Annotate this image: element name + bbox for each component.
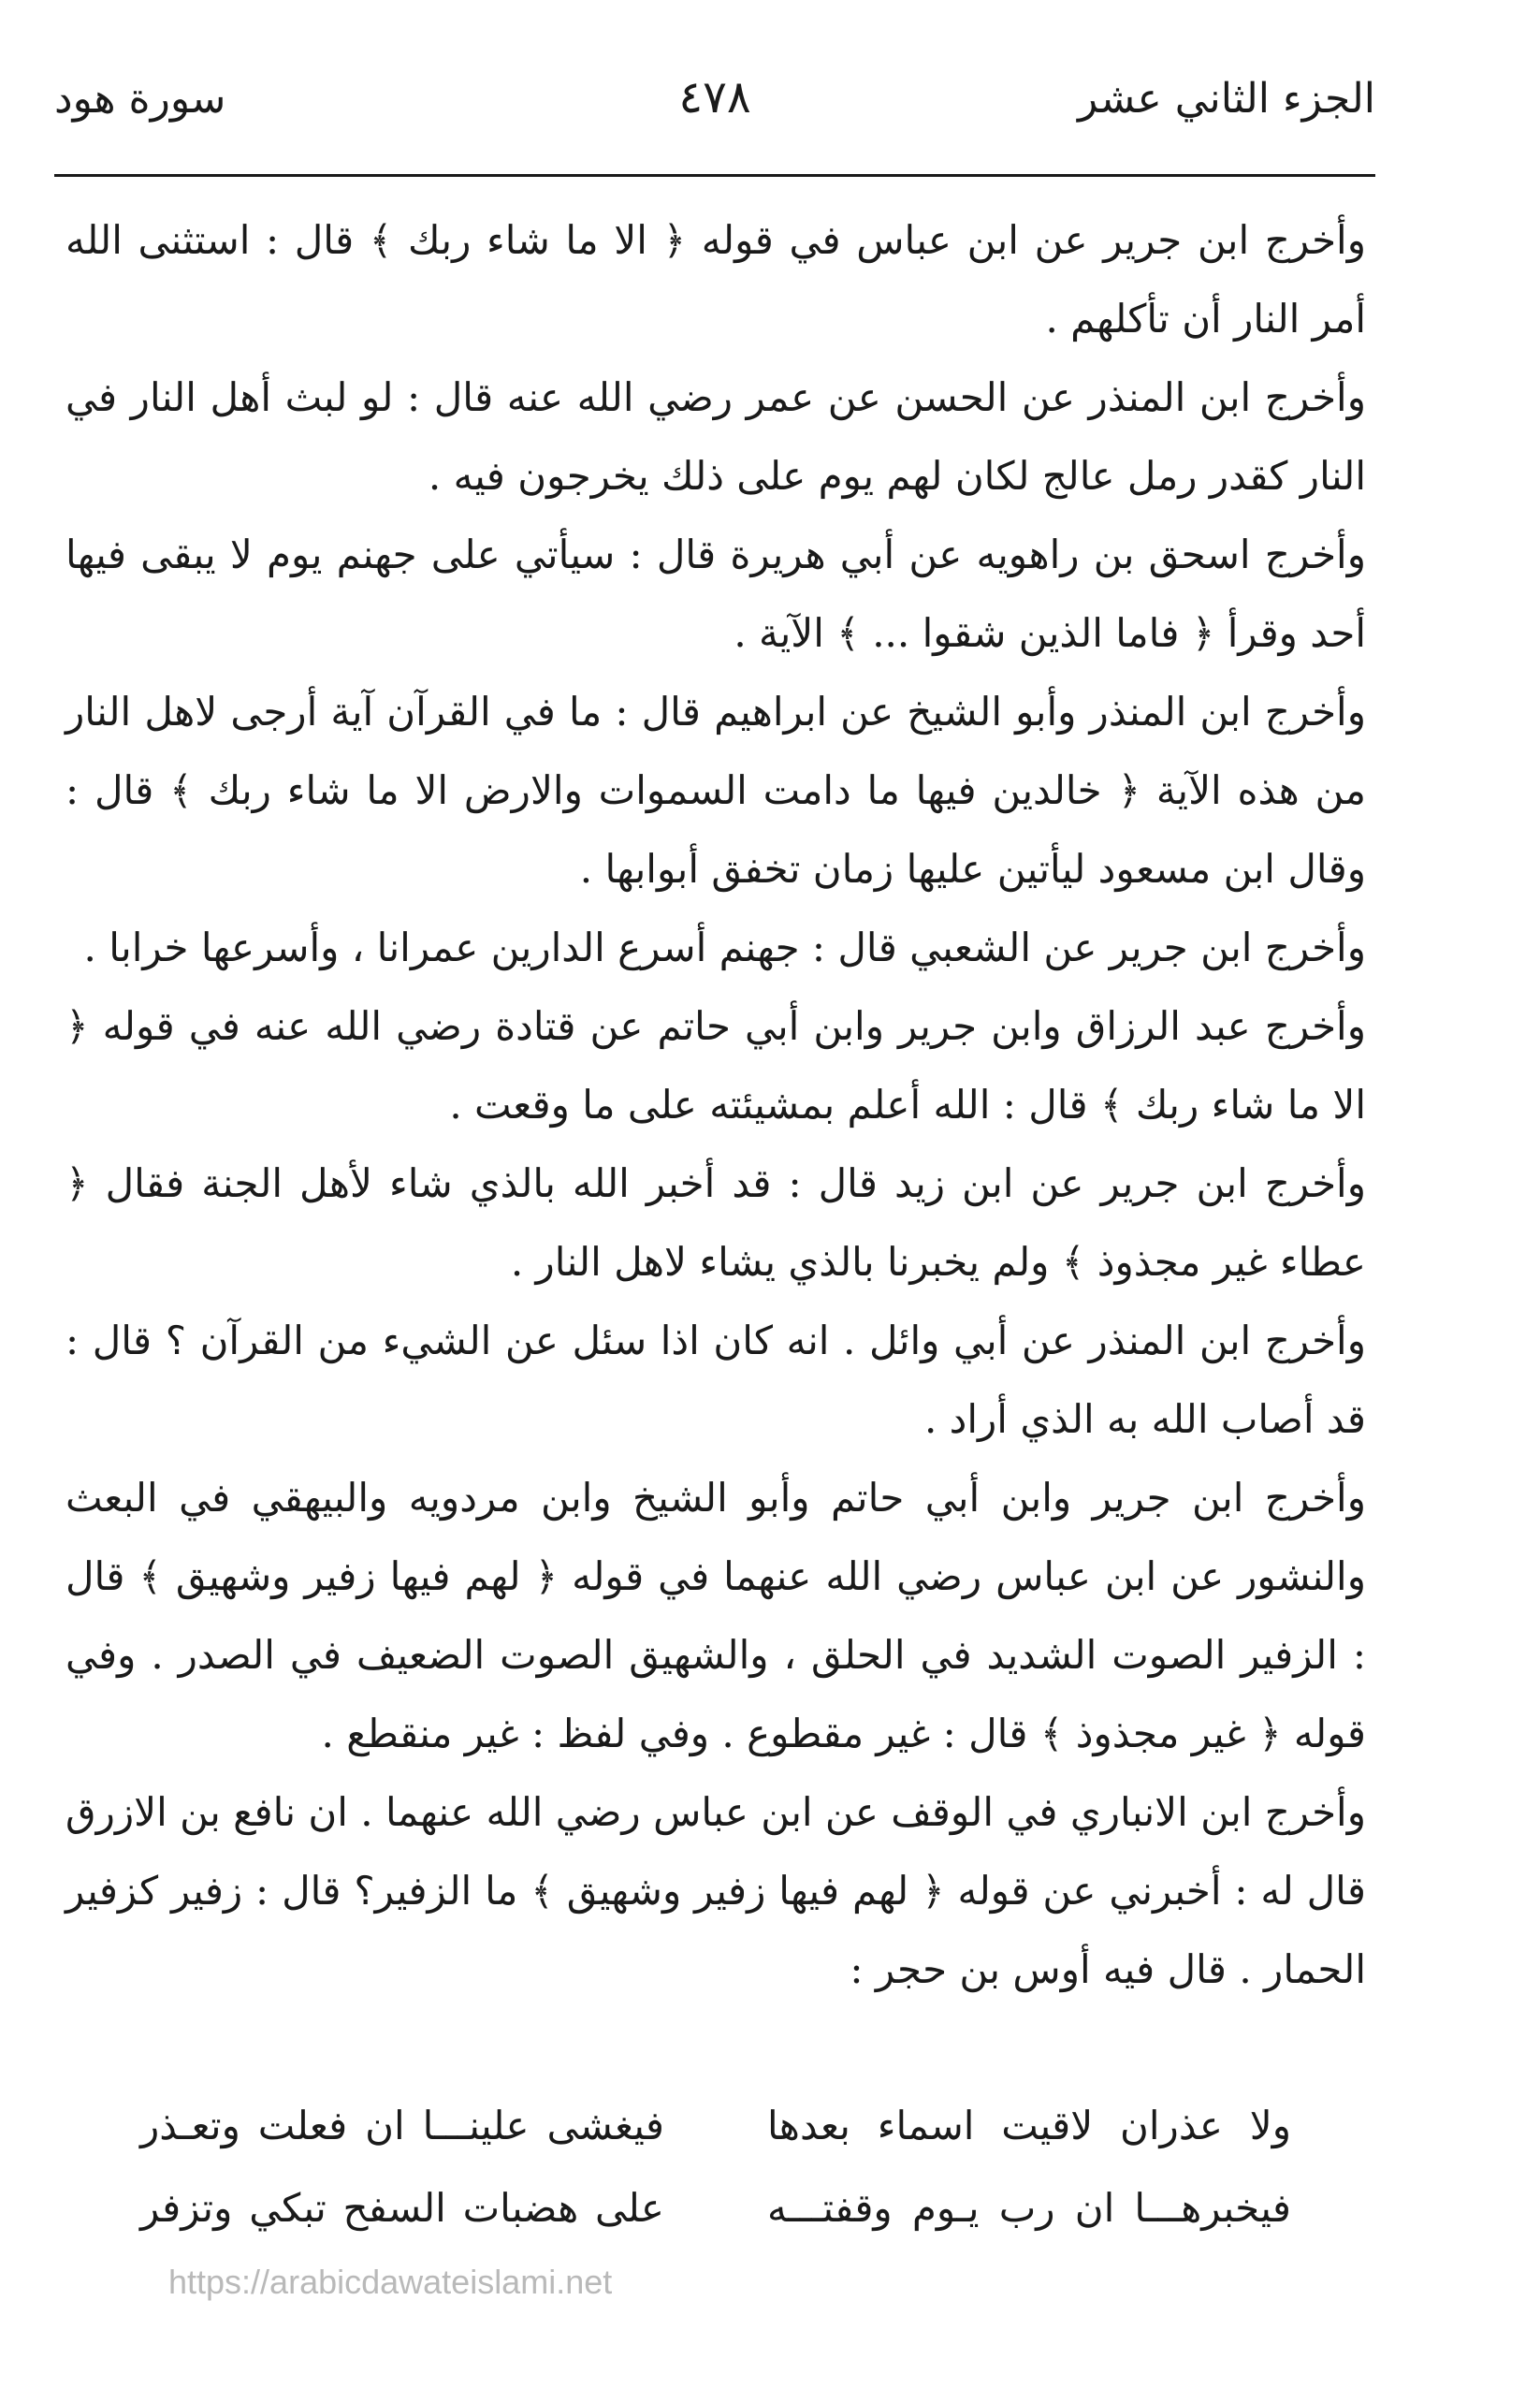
poem-verse xyxy=(140,2167,1291,2250)
header-divider xyxy=(54,174,1375,177)
paragraph: وأخرج ابن جرير عن ابن زيد قال : قد أخبر الله بالذي شاء لأهل الجنة فقال ﴿ عطاء غير مجذوذ ﴾ ولم يخبرنا بالذي يشاء لاهل النار . xyxy=(65,1160,1366,1285)
paragraph: وأخرج ابن المنذر عن الحسن عن عمر رضي الله عنه قال : لو لبث أهل النار في النار كقدر رمل عالج لكان لهم يوم على ذلك يخرجون فيه . xyxy=(65,374,1366,499)
paragraph: وأخرج اسحق بن راهويه عن أبي هريرة قال : سيأتي على جهنم يوم لا يبقى فيها أحد وقرأ ﴿ فاما الذين شقوا ... ﴾ الآية . xyxy=(65,531,1366,656)
paragraph: وأخرج ابن المنذر وأبو الشيخ عن ابراهيم قال : ما في القرآن آية أرجى لاهل النار من هذه الآية ﴿ خالدين فيها ما دامت السموات والارض الا ما شاء ربك ﴾ قال : وقال ابن مسعود ليأتين عليها زمان تخفق أبوابها . xyxy=(65,689,1366,892)
paragraph: وأخرج ابن جرير وابن أبي حاتم وأبو الشيخ وابن مردويه والبيهقي في البعث والنشور عن ابن عباس رضي الله عنهما في قوله ﴿ لهم فيها زفير وشهيق ﴾ قال : الزفير الصوت الشديد في الحلق ، والشهيق الصوت الضعيف في الصدر . وفي قوله ﴿ غير مجذوذ ﴾ قال : غير مقطوع . وفي لفظ : غير منقطع . xyxy=(65,1475,1366,1756)
part-title: الجزء الثاني عشر xyxy=(1078,75,1375,123)
verse-second-hemistich: على هضبات السفح تبكي وتزفر xyxy=(140,2185,664,2231)
paragraph: وأخرج عبد الرزاق وابن جرير وابن أبي حاتم عن قتادة رضي الله عنه في قوله ﴿ الا ما شاء ربك ﴾ قال : الله أعلم بمشيئته على ما وقعت . xyxy=(65,1003,1366,1128)
body-text xyxy=(65,201,1366,2009)
page-number: ٤٧٨ xyxy=(678,71,751,124)
paragraph: وأخرج ابن الانباري في الوقف عن ابن عباس رضي الله عنهما . ان نافع بن الازرق قال له : أخبرني عن قوله ﴿ لهم فيها زفير وشهيق ﴾ ما الزفير؟ قال : زفير كزفير الحمار . قال فيه أوس بن حجر : xyxy=(65,1789,1366,1992)
paragraph: وأخرج ابن جرير عن ابن عباس في قوله ﴿ الا ما شاء ربك ﴾ قال : استثنى الله أمر النار أن تأكلهم . xyxy=(65,217,1366,342)
verse-second-hemistich: فيغشى علينـــا ان فعلت وتعـذر xyxy=(140,2103,664,2148)
paragraph: وأخرج ابن المنذر عن أبي وائل . انه كان اذا سئل عن الشيء من القرآن ؟ قال : قد أصاب الله به الذي أراد . xyxy=(65,1318,1366,1442)
page-header xyxy=(54,56,1375,150)
watermark-url: https://arabicdawateislami.net xyxy=(168,2263,613,2301)
poem-verse xyxy=(140,2085,1291,2167)
verse-first-hemistich: فيخبرهـــا ان رب يـوم وقفتـــه xyxy=(767,2185,1291,2231)
surah-title: سورة هود xyxy=(54,75,226,123)
paragraph: وأخرج ابن جرير عن الشعبي قال : جهنم أسرع الدارين عمرانا ، وأسرعها خرابا . xyxy=(83,925,1366,970)
verse-first-hemistich: ولا عذران لاقيت اسماء بعدها xyxy=(767,2103,1291,2148)
poem xyxy=(140,2085,1291,2250)
